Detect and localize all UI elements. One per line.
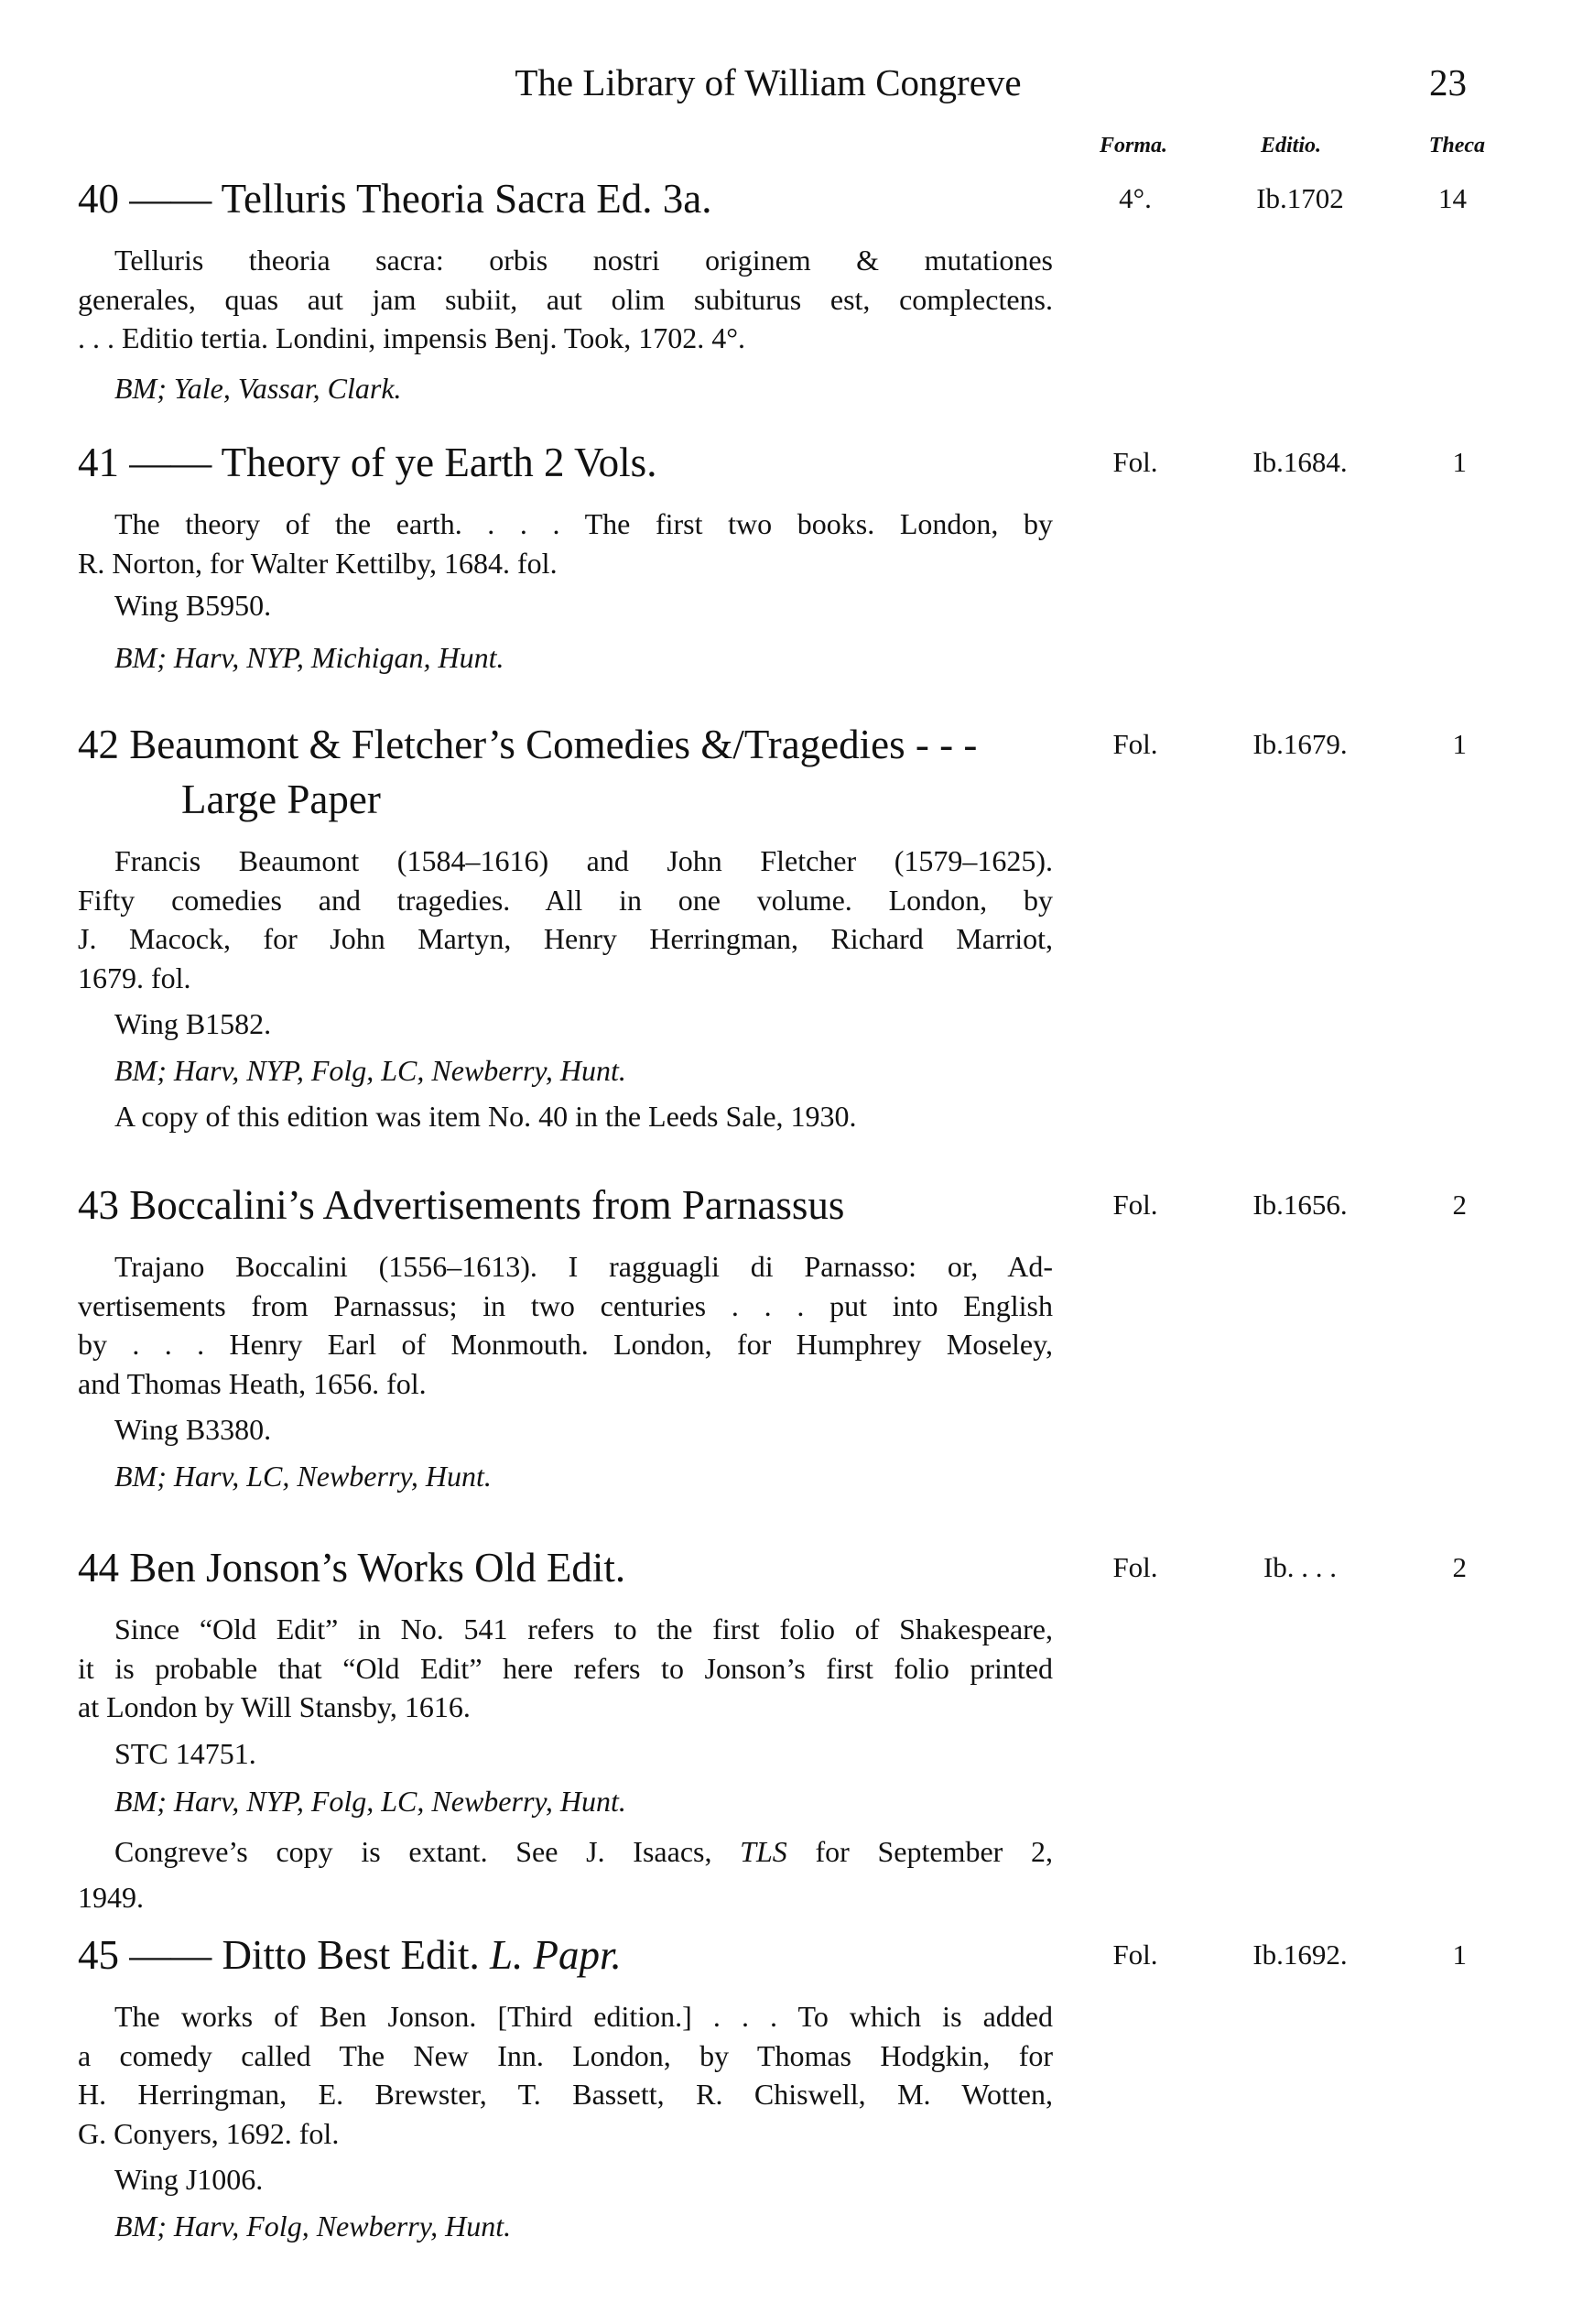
description-line: The works of Ben Jonson. [Third edition.] . . . To which is added xyxy=(114,2000,1053,2033)
entry-note xyxy=(78,1457,1053,1496)
entry-description xyxy=(78,1610,1053,1727)
description-line: at London by Will Stansby, 1616. xyxy=(78,1690,471,1723)
text-segment: —— Telluris Theoria Sacra Ed. 3a. xyxy=(129,176,712,222)
description-line: and Thomas Heath, 1656. fol. xyxy=(78,1366,427,1400)
entry-number: 44 xyxy=(78,1545,119,1591)
theca-value: 14 xyxy=(1438,182,1467,214)
italic-segment: BM; Harv, Folg, Newberry, Hunt. xyxy=(114,2209,512,2243)
italic-segment: BM; Harv, NYP, Folg, LC, Newberry, Hunt. xyxy=(114,1785,626,1818)
running-title: The Library of William Congreve xyxy=(515,61,1022,103)
description-line: vertisements from Parnassus; in two centuries . . . put into English xyxy=(78,1288,1053,1322)
text-segment: Boccalini’s Advertisements from Parnassus xyxy=(129,1182,845,1228)
text-segment: —— Theory of ye Earth 2 Vols. xyxy=(129,440,657,485)
entry-title xyxy=(78,435,1067,490)
forma-value: Fol. xyxy=(1112,1551,1158,1583)
entry-description xyxy=(78,1247,1053,1403)
editio-value: Ib.1656. xyxy=(1252,1189,1348,1221)
column-header-editio: Editio. xyxy=(1260,134,1321,157)
catalogue-entry xyxy=(78,1178,1467,1495)
entry-note xyxy=(78,369,1053,408)
entry-title-continuation: Large Paper xyxy=(181,776,381,822)
description-line: Trajano Boccalini (1556–1613). I ragguagli di Parnasso: or, Ad- xyxy=(114,1250,1053,1283)
editio-value: Ib.1679. xyxy=(1252,728,1348,760)
entry-number: 40 xyxy=(78,176,119,222)
entry-note xyxy=(78,1097,1053,1136)
entry-note xyxy=(78,1410,1053,1450)
description-line: Fifty comedies and tragedies. All in one volume. London, by xyxy=(78,883,1053,917)
entry-note xyxy=(78,638,1053,678)
text-segment: Congreve’s copy is extant. See J. Isaacs, xyxy=(114,1834,741,1868)
description-line: Francis Beaumont (1584–1616) and John Fletcher (1579–1625). xyxy=(114,844,1053,877)
forma-value: Fol. xyxy=(1112,728,1158,760)
italic-segment: BM; Yale, Vassar, Clark. xyxy=(114,371,402,405)
italic-segment: TLS xyxy=(740,1834,787,1868)
editio-value: Ib.1692. xyxy=(1252,1938,1348,1971)
entry-description xyxy=(78,1997,1053,2153)
entry-title xyxy=(78,1540,1067,1595)
description-line: H. Herringman, E. Brewster, T. Bassett, R. Chiswell, M. Wotten, xyxy=(78,2078,1053,2111)
catalogue-entry xyxy=(78,1540,1467,1917)
entry-description xyxy=(78,842,1053,997)
editio-value: Ib.1702 xyxy=(1256,182,1344,214)
entry-number: 45 xyxy=(78,1932,119,1978)
page-number: 23 xyxy=(1429,61,1467,103)
italic-segment: BM; Harv, LC, Newberry, Hunt. xyxy=(114,1459,492,1493)
text-segment: Wing B3380. xyxy=(114,1413,272,1446)
description-line: a comedy called The New Inn. London, by Thomas Hodgkin, for xyxy=(78,2038,1053,2072)
italic-segment: BM; Harv, NYP, Folg, LC, Newberry, Hunt. xyxy=(114,1053,626,1087)
entry-note xyxy=(78,586,1053,625)
description-line: 1679. fol. xyxy=(78,961,191,994)
theca-value: 1 xyxy=(1452,1938,1467,1971)
entry-note xyxy=(78,1005,1053,1044)
description-line: . . . Editio tertia. Londini, impensis Benj. Took, 1702. 4°. xyxy=(78,321,746,354)
forma-value: 4°. xyxy=(1119,182,1152,214)
description-line: The theory of the earth. . . . The first two books. London, by xyxy=(114,507,1053,540)
column-header-forma: Forma. xyxy=(1099,134,1167,157)
theca-value: 1 xyxy=(1452,446,1467,478)
editio-value: Ib. . . . xyxy=(1263,1551,1338,1583)
entry-title xyxy=(78,1178,1067,1233)
entry-description xyxy=(78,241,1053,358)
forma-value: Fol. xyxy=(1112,446,1158,478)
text-segment: Wing B1582. xyxy=(114,1007,272,1040)
forma-value: Fol. xyxy=(1112,1938,1158,1971)
editio-value: Ib.1684. xyxy=(1252,446,1348,478)
description-line: generales, quas aut jam subiit, aut olim subiturus est, complectens. xyxy=(78,282,1053,316)
text-segment: —— Ditto Best Edit. xyxy=(129,1932,490,1978)
forma-value: Fol. xyxy=(1112,1189,1158,1221)
theca-value: 2 xyxy=(1452,1189,1467,1221)
entry-note xyxy=(78,2207,1053,2246)
description-line: it is probable that “Old Edit” here refers to Jonson’s first folio printed xyxy=(78,1651,1053,1685)
text-segment: A copy of this edition was item No. 40 in the Leeds Sale, 1930. xyxy=(114,1100,857,1133)
catalogue-entry xyxy=(78,171,1467,407)
entry-note xyxy=(78,1782,1053,1821)
entry-title xyxy=(78,1928,1067,1982)
entry-note xyxy=(78,1832,1053,1872)
text-segment: Ben Jonson’s Works Old Edit. xyxy=(129,1545,626,1591)
entry-note xyxy=(78,1878,1016,1917)
italic-segment: BM; Harv, NYP, Michigan, Hunt. xyxy=(114,640,504,674)
entry-note xyxy=(78,1051,1053,1091)
description-line: Since “Old Edit” in No. 541 refers to the first folio of Shakespeare, xyxy=(114,1613,1053,1645)
entry-number: 41 xyxy=(78,440,119,485)
catalogue-entry xyxy=(78,1928,1467,2245)
catalogue-entry xyxy=(78,435,1467,677)
text-segment: STC 14751. xyxy=(114,1736,256,1770)
entry-note xyxy=(78,1734,1053,1774)
description-line: Telluris theoria sacra: orbis nostri originem & mutationes xyxy=(114,244,1053,277)
text-segment: for September 2, xyxy=(786,1834,1054,1868)
text-segment: Wing B5950. xyxy=(114,589,272,622)
entry-number: 43 xyxy=(78,1182,119,1228)
entry-number: 42 xyxy=(78,722,119,767)
description-line: J. Macock, for John Martyn, Henry Herringman, Richard Marriot, xyxy=(78,922,1053,955)
theca-value: 2 xyxy=(1452,1551,1467,1583)
entry-title xyxy=(78,171,1067,226)
entry-description xyxy=(78,505,1053,582)
column-header-theca: Theca xyxy=(1428,134,1485,157)
text-segment: 1949. xyxy=(78,1881,144,1914)
entry-title xyxy=(78,717,1067,827)
description-line: R. Norton, for Walter Kettilby, 1684. fol. xyxy=(78,546,558,580)
description-line: G. Conyers, 1692. fol. xyxy=(78,2116,340,2150)
catalogue-entry xyxy=(78,717,1467,1136)
theca-value: 1 xyxy=(1452,728,1467,760)
entry-note xyxy=(78,2160,1053,2199)
italic-segment: L. Papr. xyxy=(490,1932,622,1978)
text-segment: Beaumont & Fletcher’s Comedies &/Tragedies - - - xyxy=(129,722,978,767)
text-segment: Wing J1006. xyxy=(114,2163,264,2196)
description-line: by . . . Henry Earl of Monmouth. London, for Humphrey Moseley, xyxy=(78,1328,1053,1361)
